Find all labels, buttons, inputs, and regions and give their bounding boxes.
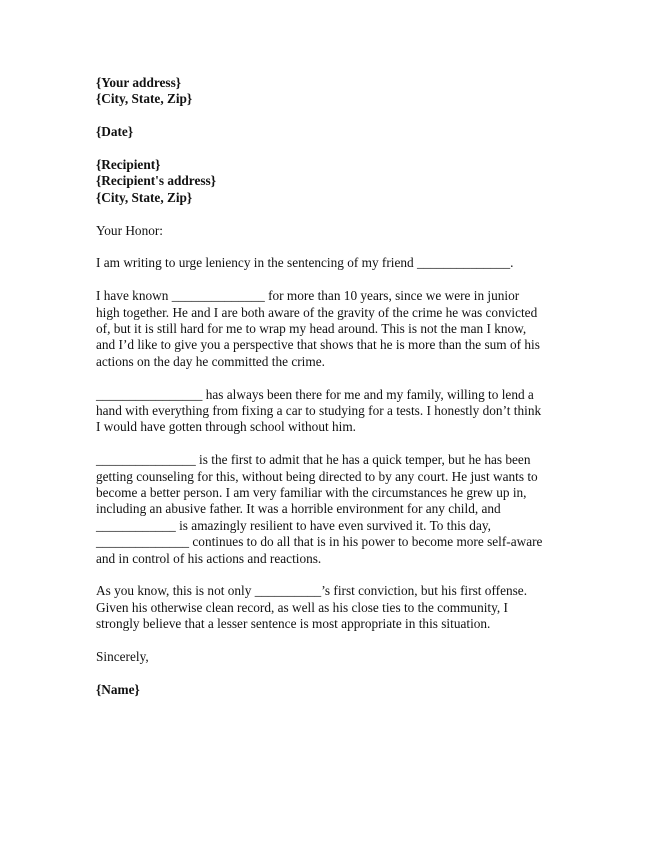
recipient-address: {Recipient's address} [96,173,216,189]
recipient-name: {Recipient} [96,157,161,172]
recipient-block [96,157,546,206]
paragraph-4: _______________ is the first to admit that he has a quick temper, but he has been getting counseling for this, without being directed to by any court. He just wants to become a better person. I am very familiar with the circumstances he grew up in, including an abusive father. It was a horrible environment for any child, and ____________ is amazingly resilient to have even survived it. To this day, ______________ continues to do all that is in his power to become more self-aware and in control of his actions and reactions. [96,452,543,566]
closing: Sincerely, [96,649,149,665]
signature: {Name} [96,681,140,697]
paragraph-2: I have known ______________ for more than 10 years, since we were in junior high together. He and I are both aware of the gravity of the crime he was convicted of, but it is still hard for me to wrap my head around. This is not the man I know, and I’d like to give you a perspective that shows that he is more than the sum of his actions on the day he committed the crime. [96,288,540,369]
sender-city-state-zip: {City, State, Zip} [96,91,193,107]
paragraph-5: As you know, this is not only __________’s first conviction, but his first offense. Given his otherwise clean record, as well as his close ties to the community, I strongly believe that a lesser sentence is most appropriate in this situation. [96,583,528,632]
paragraph-1: I am writing to urge leniency in the sentencing of my friend ______________. [96,255,514,271]
sender-block [96,75,546,108]
date-block [96,124,546,140]
paragraph-3: ________________ has always been there for me and my family, willing to lend a hand with everything from fixing a car to studying for a tests. I honestly don’t think I would have gotten through school without him. [96,386,542,435]
letter-body [96,75,546,698]
recipient-city-state-zip: {City, State, Zip} [96,189,193,205]
salutation: Your Honor: [96,222,163,238]
letter-date: {Date} [96,124,134,140]
sender-address: {Your address} [96,75,181,90]
